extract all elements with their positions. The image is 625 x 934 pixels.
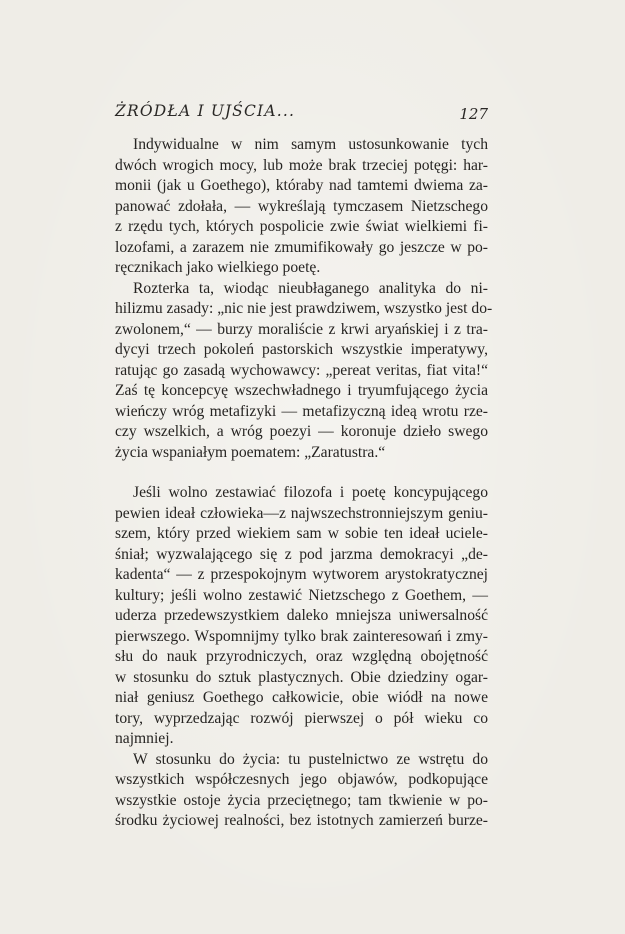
- text-line: czy wszelkich, a wróg poezyi — koronuje dzieło swego: [115, 423, 488, 440]
- text-line: Rozterka ta, wiodąc nieubłaganego analityka do ni-: [133, 279, 488, 297]
- text-line: ręcznikach jako wielkiego poetę.: [115, 259, 321, 276]
- text-line: w stosunku do sztuk plastycznych. Obie dziedziny ogar-: [115, 668, 488, 686]
- text-line: pierwszego. Wspomnijmy tylko brak zainteresowań i zmy-: [115, 627, 488, 645]
- text-line: słu do nauk przyrodniczych, oraz względną obojętność: [115, 648, 488, 665]
- body-text: [115, 135, 493, 832]
- text-line: pewien ideał człowieka—z najwszechstronniejszym geniu-: [115, 504, 488, 522]
- text-line: Indywidualne w nim samym ustosunkowanie tych: [133, 136, 488, 153]
- text-line: śniał; wyzwalającego się z pod jarzma demokracyi „de-: [115, 545, 488, 563]
- text-line: kultury; jeśli wolno zestawić Nietzschego z Goethem, —: [115, 586, 488, 604]
- text-line: z rzędu tych, których pospolicie zwie świat wielkiemi fi-: [115, 218, 488, 235]
- text-line: życia wspaniałym poematem: „Zaratustra.“: [115, 443, 386, 461]
- text-line: niał geniusz Goethego całkowicie, obie wiódł na nowe: [115, 689, 488, 706]
- text-line: monii (jak u Goethego), któraby nad tamtemi dwiema za-: [115, 177, 488, 194]
- text-line: Jeśli wolno zestawiać filozofa i poetę koncypującego: [133, 484, 488, 501]
- paragraph: [115, 279, 493, 464]
- text-line: najmniej.: [115, 730, 174, 747]
- text-line: panować zdołała, — wykreślają tymczasem Nietzschego: [115, 197, 488, 215]
- text-line: hilizmu zasady: „nic nie jest prawdziwem, wszystko jest do-: [115, 300, 493, 317]
- text-line: wieńczy wróg metafizyki — metafizyczną ideą wrotu rze-: [115, 402, 488, 420]
- text-line: środku życiowej realności, bez istotnych zamierzeń burze-: [115, 812, 488, 829]
- text-line: Zaś tę koncepcyę wszechwładnego i tryumfującego życia: [115, 382, 488, 399]
- text-line: uderza przedewszystkiem daleko mniejsza uniwersalność: [115, 607, 488, 624]
- running-title: ŻRÓDŁA I UJŚCIA...: [115, 102, 296, 120]
- text-line: dwóch wrogich mocy, lub może brak trzeciej potęgi: har-: [115, 156, 488, 174]
- text-line: wszystkie ostoje życia przeciętnego; tam tkwienie w po-: [115, 791, 488, 809]
- page-number: 127: [459, 105, 488, 123]
- text-line: lozofami, a zarazem nie zmumifikowały go jeszcze w po-: [115, 238, 488, 256]
- text-line: kadenta“ — z przespokojnym wytworem arystokratycznej: [115, 566, 488, 583]
- page-header: [115, 102, 488, 128]
- paragraph-gap: [115, 463, 488, 483]
- text-line: W stosunku do życia: tu pustelnictwo ze wstrętu do: [133, 750, 488, 768]
- text-line: ratując go zasadą wychowawcy: „pereat veritas, fiat vita!“: [115, 361, 488, 379]
- paragraph: [115, 483, 488, 750]
- paragraph: [115, 135, 488, 279]
- paragraph: [115, 750, 488, 832]
- text-line: tory, wyprzedzając rozwój pierwszej o pół wieku co: [115, 709, 488, 727]
- text-line: wszystkich współczesnych jego objawów, podkopujące: [115, 771, 488, 788]
- text-line: szem, który przed wiekiem sam w sobie ten ideał uciele-: [115, 525, 488, 542]
- text-line: dycyi trzech pokoleń pastorskich wszystkie imperatywy,: [115, 341, 488, 358]
- text-line: zwolonem,“ — burzy moraliście z krwi aryańskiej i z tra-: [115, 320, 488, 338]
